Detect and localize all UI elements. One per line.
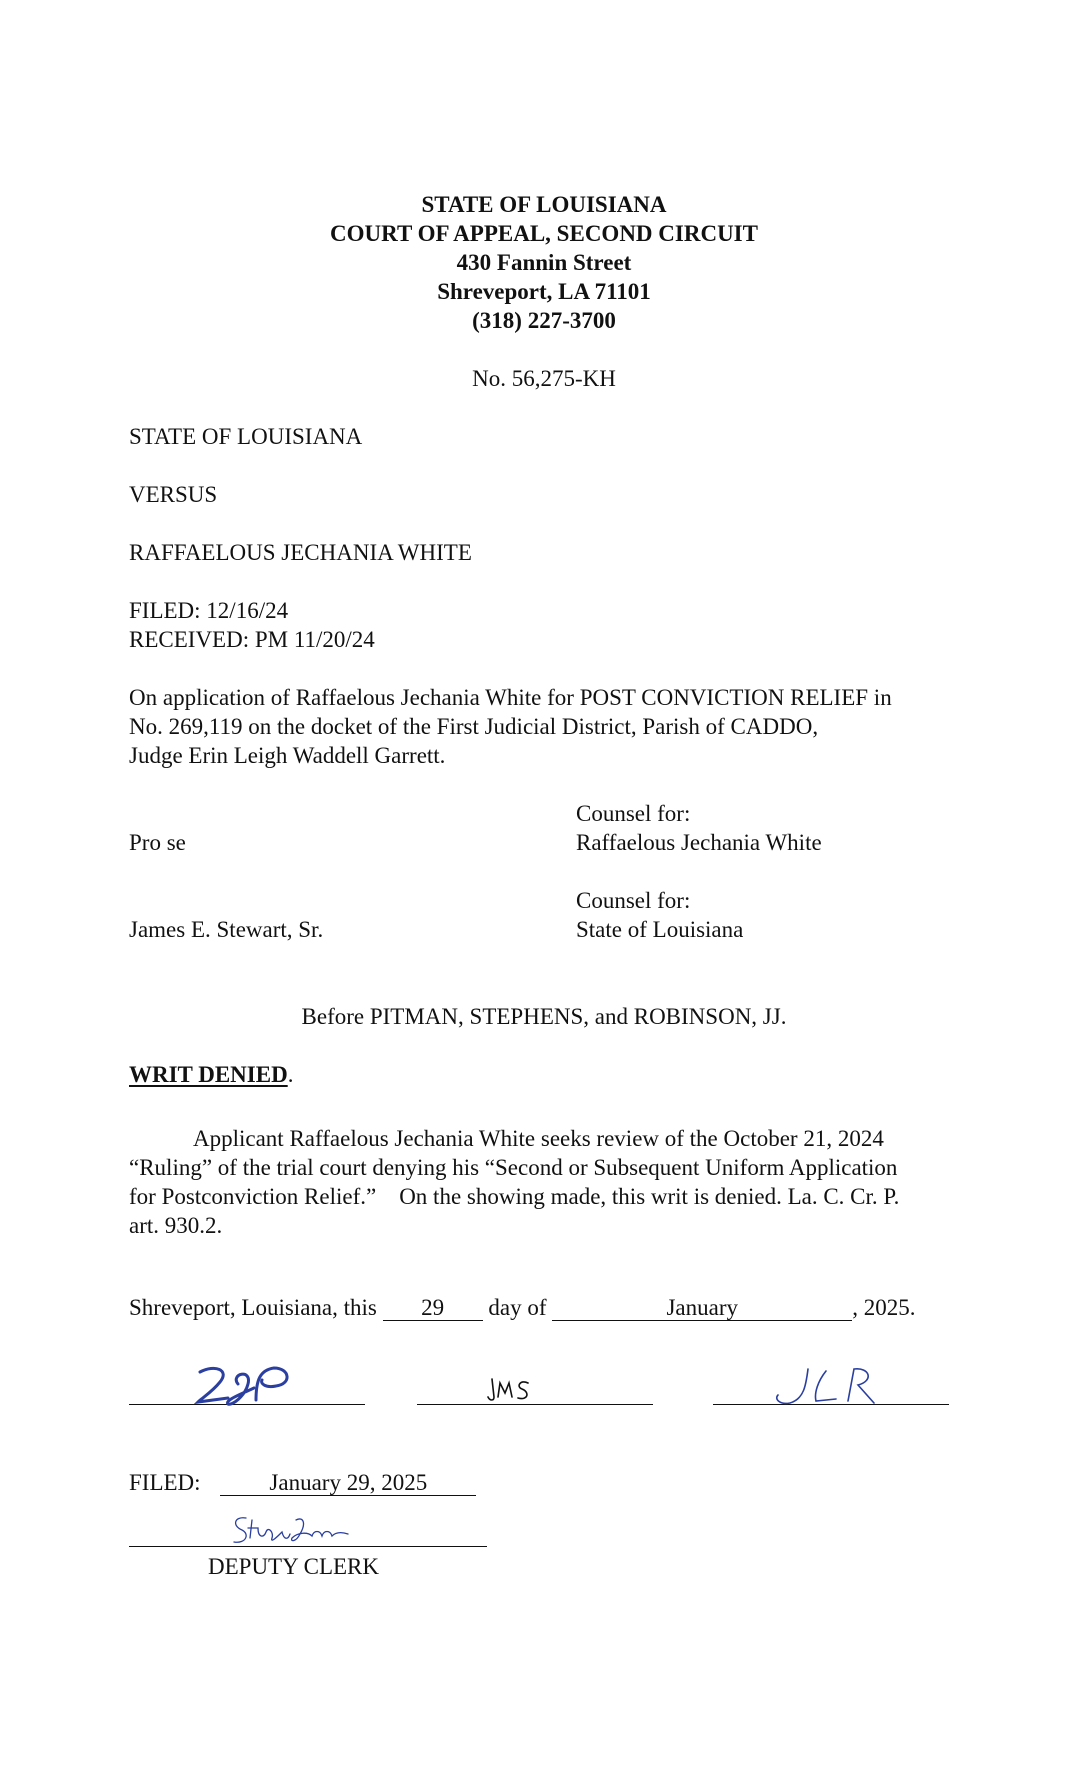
header-state: STATE OF LOUISIANA <box>421 192 667 217</box>
versus: VERSUS <box>129 482 218 507</box>
judge-signature-3 <box>770 1365 880 1410</box>
application-line-2: No. 269,119 on the docket of the First Judicial District, Parish of CADDO, <box>129 714 819 739</box>
plaintiff: STATE OF LOUISIANA <box>129 424 363 449</box>
disposition-label: WRIT DENIED <box>129 1062 288 1087</box>
panel-judges: Before PITMAN, STEPHENS, and ROBINSON, JJ. <box>301 1004 787 1029</box>
application-line-3: Judge Erin Leigh Waddell Garrett. <box>129 743 446 768</box>
filed-footer <box>129 1468 476 1497</box>
judge-signature-1 <box>190 1362 300 1412</box>
counsel-label-2: Counsel for: <box>576 888 691 913</box>
header-phone: (318) 227-3700 <box>472 308 616 333</box>
case-number: No. 56,275-KH <box>472 366 616 391</box>
body-line-2: “Ruling” of the trial court denying his “Second or Subsequent Uniform Application <box>129 1155 898 1180</box>
dated-prefix: Shreveport, Louisiana, this <box>129 1295 377 1320</box>
header-street: 430 Fannin Street <box>456 250 632 275</box>
dated-line <box>129 1293 915 1322</box>
disposition <box>129 1060 293 1089</box>
disposition-punct: . <box>287 1062 294 1087</box>
counsel-name-1: Pro se <box>129 830 186 855</box>
header-court: COURT OF APPEAL, SECOND CIRCUIT <box>330 221 758 246</box>
body-line-3: for Postconviction Relief.” On the showing made, this writ is denied. La. C. Cr. P. <box>129 1184 900 1209</box>
clerk-signature <box>228 1512 358 1552</box>
body-line-4: art. 930.2. <box>129 1213 223 1238</box>
dated-month: January <box>552 1296 852 1321</box>
clerk-title: DEPUTY CLERK <box>208 1554 380 1579</box>
filed-footer-label: FILED: <box>129 1470 201 1495</box>
application-line-1: On application of Raffaelous Jechania White for POST CONVICTION RELIEF in <box>129 685 892 710</box>
dated-suffix: , 2025. <box>852 1295 916 1320</box>
counsel-for-2: State of Louisiana <box>576 917 744 942</box>
filed-footer-date: January 29, 2025 <box>220 1471 476 1496</box>
filed-date: FILED: 12/16/24 <box>129 598 289 623</box>
dated-middle: day of <box>488 1295 547 1320</box>
dated-day: 29 <box>383 1296 483 1321</box>
defendant: RAFFAELOUS JECHANIA WHITE <box>129 540 472 565</box>
counsel-name-2: James E. Stewart, Sr. <box>129 917 324 942</box>
received-date: RECEIVED: PM 11/20/24 <box>129 627 375 652</box>
counsel-for-1: Raffaelous Jechania White <box>576 830 822 855</box>
judge-signature-2 <box>486 1375 536 1405</box>
header-city: Shreveport, LA 71101 <box>437 279 651 304</box>
counsel-label-1: Counsel for: <box>576 801 691 826</box>
body-line-1: Applicant Raffaelous Jechania White seeks review of the October 21, 2024 <box>193 1126 884 1151</box>
